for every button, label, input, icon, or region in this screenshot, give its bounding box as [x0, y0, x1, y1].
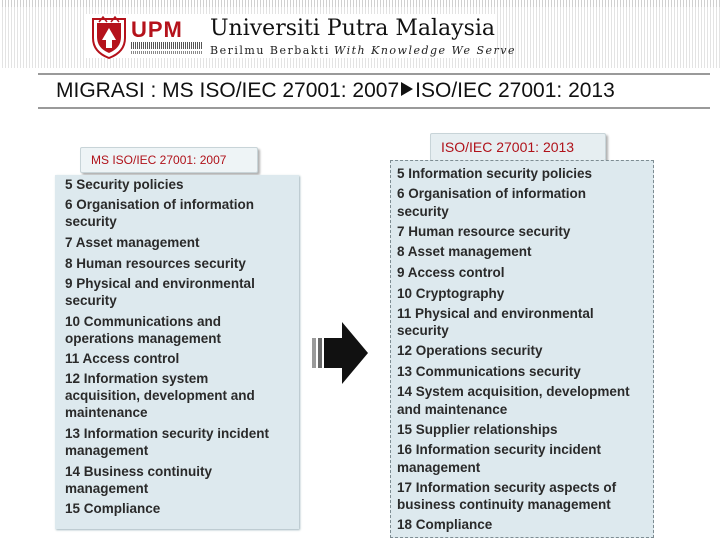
right-item: security: [397, 323, 449, 338]
left-item: 12 Information system: [65, 371, 209, 386]
right-item: 5 Information security policies: [397, 166, 593, 181]
left-item: 8 Human resources security: [65, 256, 246, 271]
right-item: 17 Information security aspects of: [397, 480, 617, 495]
right-item: 6 Organisation of information: [397, 186, 587, 201]
left-item: 6 Organisation of information: [65, 197, 255, 212]
left-item: acquisition, development and: [65, 388, 255, 403]
tagline-malay: Berilmu Berbakti: [210, 44, 330, 57]
slide-title-right: ISO/IEC 27001: 2013: [415, 79, 615, 102]
right-item: 18 Compliance: [397, 517, 493, 532]
left-item: security: [65, 293, 117, 308]
left-item: 9 Physical and environmental: [65, 276, 255, 291]
left-item: 13 Information security incident: [65, 426, 270, 441]
right-column-label-text: ISO/IEC 27001: 2013: [441, 139, 575, 155]
right-item: 8 Asset management: [397, 244, 532, 259]
right-item: 12 Operations security: [397, 343, 543, 358]
right-item: management: [397, 460, 481, 475]
right-item: business continuity management: [397, 497, 611, 512]
right-item: 14 System acquisition, development: [397, 384, 630, 399]
header-stripe: [0, 0, 720, 7]
left-column-label-text: MS ISO/IEC 27001: 2007: [91, 153, 227, 167]
left-item: 11 Access control: [65, 351, 180, 366]
left-clause-panel: [55, 175, 299, 529]
right-item: and maintenance: [397, 402, 508, 417]
left-column-label: [80, 147, 258, 173]
title-arrow-icon: [401, 82, 413, 96]
right-item: 7 Human resource security: [397, 224, 571, 239]
right-item: 16 Information security incident: [397, 442, 602, 457]
university-name-block: [206, 14, 517, 58]
slide-title: [56, 79, 615, 103]
slide-title-bar: [38, 73, 710, 109]
right-item: 15 Supplier relationships: [397, 422, 558, 437]
right-item: 10 Cryptography: [397, 286, 505, 301]
logo-subtext-line-2: [131, 51, 203, 54]
left-item: operations management: [65, 331, 222, 346]
logo-subtext-line: [131, 42, 203, 49]
right-item: 13 Communications security: [397, 364, 581, 379]
left-item: management: [65, 481, 149, 496]
left-item: maintenance: [65, 405, 148, 420]
left-item: management: [65, 443, 149, 458]
upm-logo: [84, 14, 206, 58]
left-item: 7 Asset management: [65, 235, 200, 250]
right-clause-panel: [390, 160, 654, 538]
right-item: 11 Physical and environmental: [397, 306, 594, 321]
left-item: 10 Communications and: [65, 314, 222, 329]
right-arrow-icon: [310, 320, 370, 386]
left-item: security: [65, 214, 117, 229]
tagline-english: With Knowledge We Serve: [333, 44, 517, 57]
header-banner: [0, 0, 720, 68]
logo-text: UPM: [131, 17, 183, 42]
university-name: Universiti Putra Malaysia: [210, 16, 496, 41]
upm-crest-icon: [90, 16, 128, 60]
left-item: 15 Compliance: [65, 501, 161, 516]
right-column-label: [430, 133, 606, 161]
right-item: 9 Access control: [397, 265, 505, 280]
university-tagline: [210, 44, 516, 57]
left-item: 5 Security policies: [65, 177, 184, 192]
left-item: 14 Business continuity: [65, 464, 213, 479]
right-item: security: [397, 204, 449, 219]
slide-title-left: MIGRASI : MS ISO/IEC 27001: 2007: [56, 79, 400, 102]
